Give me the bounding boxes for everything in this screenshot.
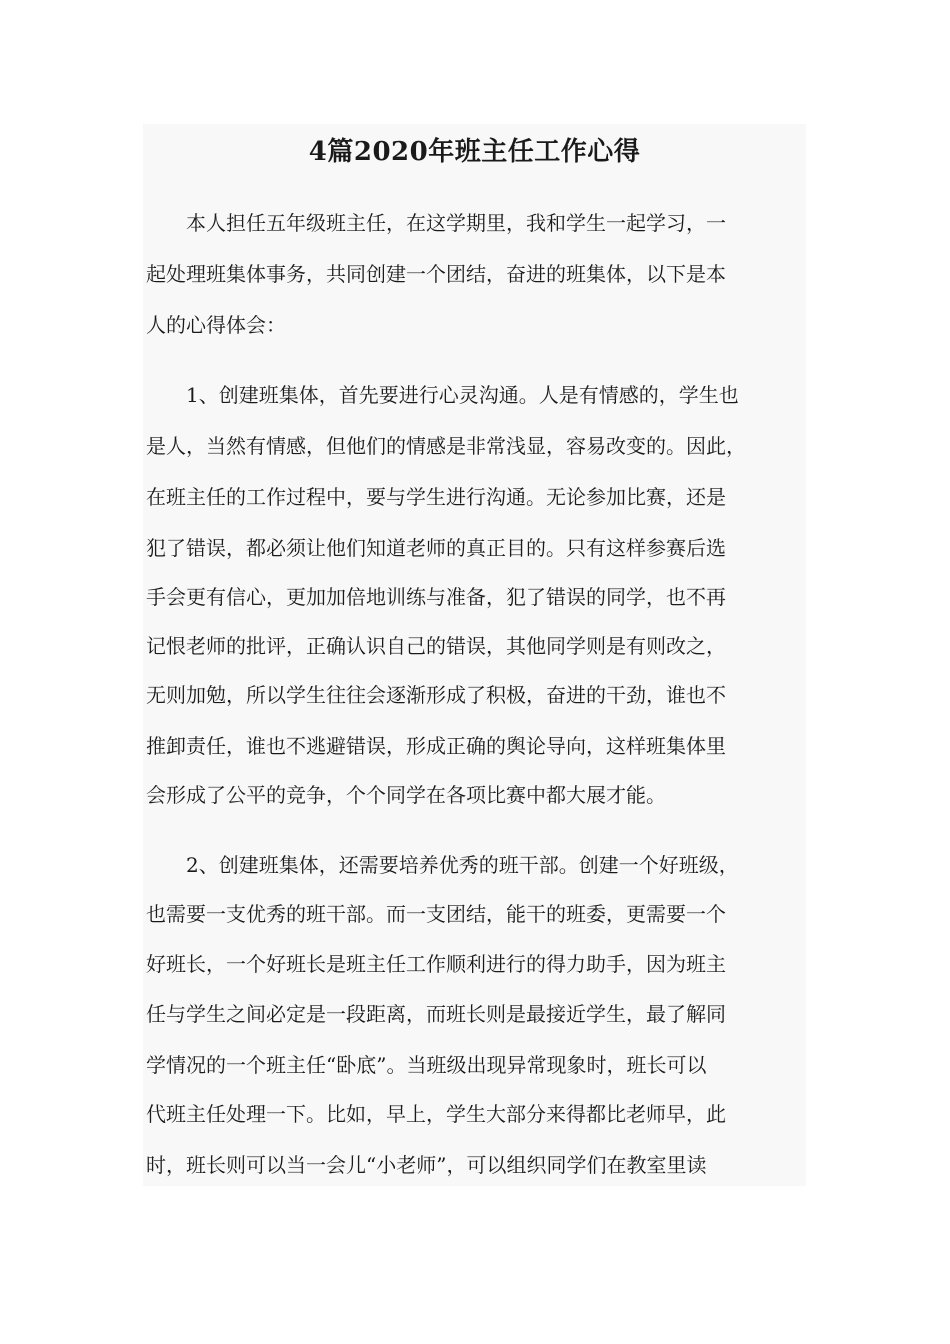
text-line: 推卸责任，谁也不逃避错误，形成正确的舆论导向，这样班集体里 — [146, 734, 726, 758]
text-line: 人的心得体会： — [146, 313, 286, 337]
text-line: 起处理班集体事务，共同创建一个团结，奋进的班集体，以下是本 — [146, 262, 726, 286]
text-line: 也需要一支优秀的班干部。而一支团结，能干的班委，更需要一个 — [146, 902, 726, 926]
text-line: 记恨老师的批评，正确认识自己的错误，其他同学则是有则改之， — [146, 634, 726, 658]
text-line: 手会更有信心，更加加倍地训练与准备，犯了错误的同学，也不再 — [146, 585, 726, 609]
text-line: 1、创建班集体，首先要进行心灵沟通。人是有情感的，学生也 — [146, 383, 739, 407]
text-line: 代班主任处理一下。比如，早上，学生大部分来得都比老师早，此 — [146, 1102, 726, 1126]
text-line: 任与学生之间必定是一段距离，而班长则是最接近学生，最了解同 — [146, 1002, 726, 1026]
text-line: 在班主任的工作过程中，要与学生进行沟通。无论参加比赛，还是 — [146, 485, 726, 509]
text-line: 学情况的一个班主任“卧底”。当班级出现异常现象时，班长可以 — [146, 1053, 707, 1077]
text-line: 无则加勉，所以学生往往会逐渐形成了积极，奋进的干劲，谁也不 — [146, 683, 726, 707]
text-line: 时，班长则可以当一会儿“小老师”，可以组织同学们在教室里读 — [146, 1153, 707, 1177]
text-line: 2、创建班集体，还需要培养优秀的班干部。创建一个好班级， — [146, 853, 739, 877]
text-line: 本人担任五年级班主任，在这学期里，我和学生一起学习，一 — [146, 211, 726, 235]
document-title: 4篇2020年班主任工作心得 — [308, 137, 641, 167]
text-line: 是人，当然有情感，但他们的情感是非常浅显，容易改变的。因此， — [146, 434, 746, 458]
text-line: 好班长，一个好班长是班主任工作顺利进行的得力助手，因为班主 — [146, 952, 726, 976]
text-line: 犯了错误，都必须让他们知道老师的真正目的。只有这样参赛后选 — [146, 536, 726, 560]
text-line: 会形成了公平的竞争，个个同学在各项比赛中都大展才能。 — [146, 783, 666, 807]
